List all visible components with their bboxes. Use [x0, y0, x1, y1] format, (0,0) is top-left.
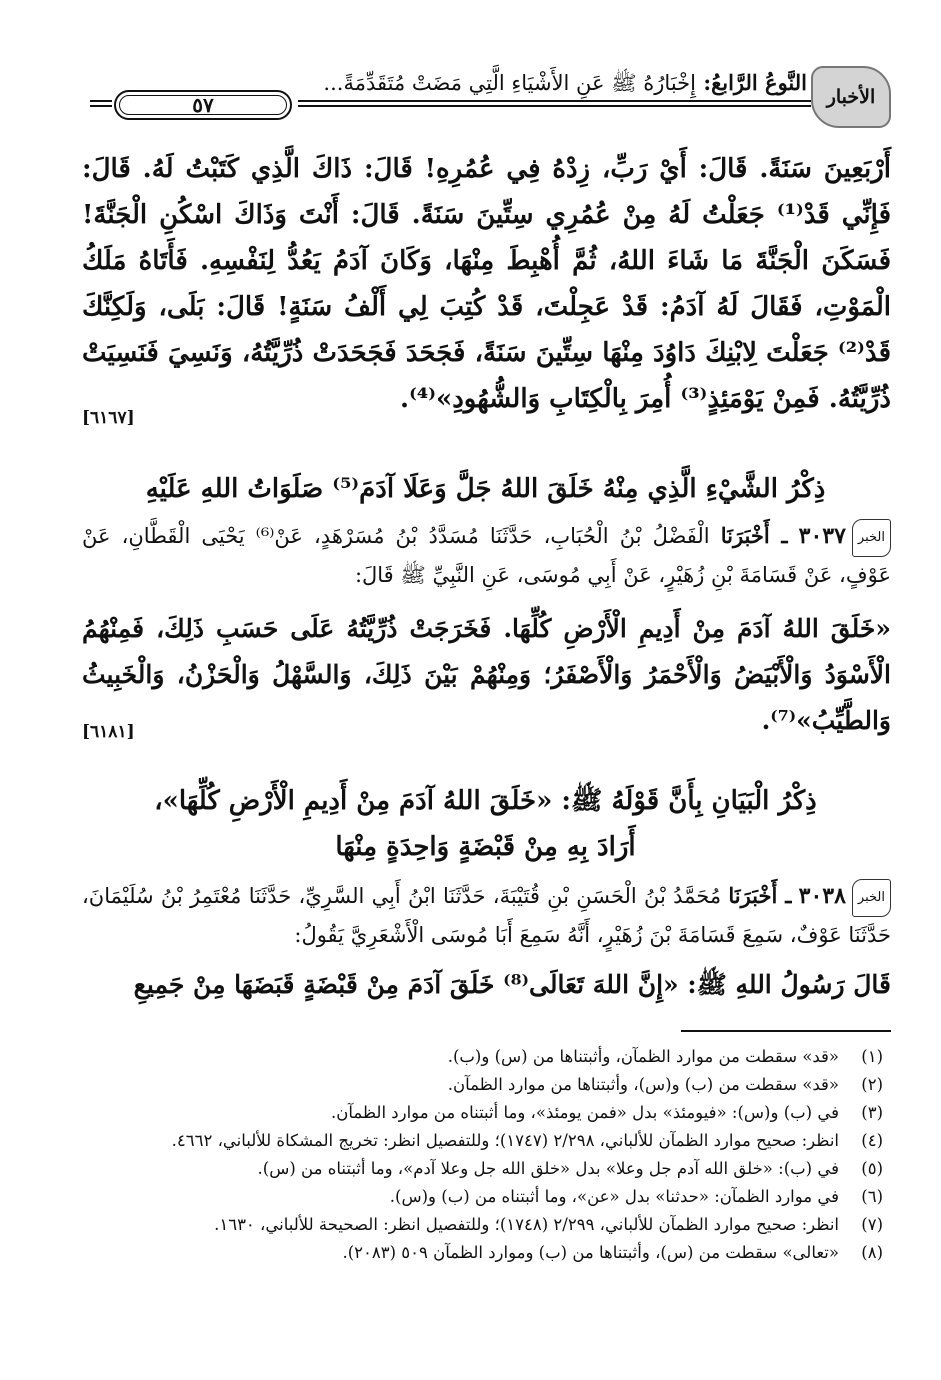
footnote-text: «قد» سقطت من (ب) و(س)، وأثبتناها من موارد الظمآن.: [447, 1075, 839, 1094]
akhbarana-label: ـ أَخْبَرَنَا: [720, 523, 788, 548]
page-number-badge: [114, 90, 292, 120]
hadith-reference-2: [٦١٨١]: [82, 722, 135, 742]
footnote-text: «تعالى» سقطت من (س)، وأثبتناها من (ب) وموارد الظمآن ٥٠٩ (٢٠٨٣).: [342, 1243, 839, 1262]
header-rule: [90, 105, 112, 107]
hadith-reference-1: [٦١٦٧]: [82, 408, 135, 428]
footnote: [82, 1044, 883, 1069]
footnote-text: في موارد الظمآن: «حدثنا» بدل «عن»، وما أثبتناه من (ب) و(س).: [389, 1187, 839, 1206]
footnote: [82, 1240, 883, 1265]
footnote-text: انظر: صحيح موارد الظمآن للألباني، ٢/٢٩٩ (١٧٤٨)؛ وللتفصيل انظر: الصحيحة للألباني، ١٦٣٠.: [214, 1215, 839, 1234]
footnote: [82, 1156, 883, 1181]
hadith-3038-chain: [82, 878, 891, 953]
footnote-text: انظر: صحيح موارد الظمآن للألباني، ٢/٢٩٨ (١٧٤٧)؛ وللتفصيل انظر: تخريج المشكاة للألباني، ٤٦٦٢.: [171, 1131, 839, 1150]
footnote-text: في (ب): «خلق الله آدم جل وعلا» بدل «خلق الله جل وعلا آدم»، وما أثبتناه من (س).: [257, 1159, 839, 1178]
running-title-main: النَّوعُ الرَّابعُ:: [703, 70, 807, 95]
footnote: [82, 1212, 883, 1237]
section-heading-1: ذِكْرُ الشَّيْءِ الَّذِي مِنْهُ خَلَقَ اللهُ جَلَّ وَعَلَا آدَمَ⁽⁵⁾ صَلَوَاتُ اللهِ عَلَيْهِ: [145, 474, 826, 504]
header-rule: [298, 100, 811, 102]
footnote-text: في (ب) و(س): «فيومئذ» بدل «فمن يومئذ»، وما أثبتناه من موارد الظمآن.: [330, 1103, 839, 1122]
section-heading-2-line2: أَرَادَ بِهِ مِنْ قَبْضَةٍ وَاحِدَةٍ مِنْهَا: [335, 832, 636, 862]
footnotes: [82, 1044, 883, 1268]
footnote: [82, 1072, 883, 1097]
paragraph-2: «خَلَقَ اللهُ آدَمَ مِنْ أَدِيمِ الْأَرْضِ كُلِّهَا. فَخَرَجَتْ ذُرِّيَّتُهُ عَلَى حَسَبِ ذَلِكَ، فَمِنْهُمُ الْأَسْوَدُ وَالْأَبْيَضُ وَالْأَحْمَرُ وَالْأَصْفَرُ؛ وَمِنْهُمْ بَيْنَ ذَلِكَ، وَالسَّهْلُ وَالْحَزْنُ، وَالْخَبِيثُ وَالطَّيِّبُ»⁽⁷⁾.: [82, 614, 891, 735]
page-number: ٥٧: [192, 93, 214, 117]
hadith-number: ٣٠٣٨: [798, 883, 846, 909]
header-rule: [90, 100, 112, 102]
section-heading-2-line1: ذِكْرُ الْبَيَانِ بِأَنَّ قَوْلَهُ ﷺ: «خَلَقَ اللهُ آدَمَ مِنْ أَدِيمِ الْأَرْضِ كُلِّهَا»،: [154, 786, 817, 816]
footnote-number: (٣): [861, 1103, 883, 1122]
footnote-number: (٨): [861, 1243, 883, 1262]
section-tag: الأخبار: [826, 86, 876, 108]
isnad-text: الْفَضْلُ بْنُ الْحُبَابِ، حَدَّثَنَا مُسَدَّدُ بْنُ مُسَرْهَدٍ، عَنْ⁽⁶⁾ يَحْيَى الْقَطَّانِ، عَنْ عَوْفٍ، عَنْ قَسَامَةَ بْنِ زُهَيْرٍ، عَنْ أَبِي مُوسَى، عَنِ النَّبِيِّ ﷺ قَالَ:: [82, 524, 891, 587]
section-puzzle-badge: [811, 66, 891, 128]
hadith-number: ٣٠٣٧: [798, 523, 846, 549]
footnote-text: «قد» سقطت من موارد الظمآن، وأثبتناها من (س) و(ب).: [447, 1047, 839, 1066]
footnote-number: (١): [861, 1047, 883, 1066]
isnad-text: مُحَمَّدُ بْنُ الْحَسَنِ بْنِ قُتَيْبَةَ، حَدَّثَنَا ابْنُ أَبِي السَّرِيِّ، حَدَّثَنَا مُعْتَمِرُ بْنُ سُلَيْمَانَ، حَدَّثَنَا عَوْفٌ، سَمِعَ قَسَامَةَ بْنَ زُهَيْرٍ، أَنَّهُ سَمِعَ أَبَا مُوسَى الْأَشْعَرِيَّ يَقُولُ:: [82, 884, 891, 947]
footnote-number: (٥): [861, 1159, 883, 1178]
footnote: [82, 1100, 883, 1125]
footnote-number: (٦): [861, 1187, 883, 1206]
paragraph-1: أَرْبَعِينَ سَنَةً. قَالَ: أَيْ رَبِّ، زِدْهُ فِي عُمُرِهِ! قَالَ: ذَاكَ الَّذِي كَتَبْتُ لَهُ. قَالَ: فَإِنِّي قَدْ⁽¹⁾ جَعَلْتُ لَهُ مِنْ عُمُرِي سِتِّينَ سَنَةً. قَالَ: أَنْتَ وَذَاكَ اسْكُنِ الْجَنَّةَ! فَسَكَنَ الْجَنَّةَ مَا شَاءَ اللهُ، ثُمَّ أُهْبِطَ مِنْهَا، وَكَانَ آدَمُ يَعُدُّ لِنَفْسِهِ. فَأَتَاهُ مَلَكُ الْمَوْتِ، فَقَالَ لَهُ آدَمُ: قَدْ عَجِلْتَ، قَدْ كُتِبَ لِي أَلْفُ سَنَةٍ! قَالَ: بَلَى، وَلَكِنَّكَ قَدْ⁽²⁾ جَعَلْتَ لِابْنِكَ دَاوُدَ مِنْهَا سِتِّينَ سَنَةً، فَجَحَدَ فَجَحَدَتْ ذُرِّيَّتُهُ، وَنَسِيَ فَنَسِيَتْ ذُرِّيَّتُهُ. فَمِنْ يَوْمَئِذٍ⁽³⁾ أُمِرَ بِالْكِتَابِ وَالشُّهُودِ»⁽⁴⁾.: [82, 154, 891, 414]
paragraph-3: قَالَ رَسُولُ اللهِ ﷺ: «إِنَّ اللهَ تَعَالَى⁽⁸⁾ خَلَقَ آدَمَ مِنْ قَبْضَةٍ قَبَضَهَا مِنْ جَمِيعِ: [133, 970, 891, 999]
khabar-icon: الخبر: [852, 519, 891, 557]
akhbarana-label: ـ أَخْبَرَنَا: [728, 883, 792, 908]
footnote-separator: [681, 1030, 891, 1032]
footnote-number: (٢): [861, 1075, 883, 1094]
footnote: [82, 1128, 883, 1153]
hadith-3037-chain: [82, 518, 891, 593]
footnote-number: (٧): [861, 1215, 883, 1234]
footnote-number: (٤): [861, 1131, 883, 1150]
header-rule: [298, 105, 811, 107]
section-heading-2: [70, 778, 901, 870]
footnote: [82, 1184, 883, 1209]
running-title-sub: إِخْبَارُهُ ﷺ عَنِ الأَشْيَاءِ الَّتِي مَضَتْ مُتَقَدِّمَةً...: [323, 71, 696, 95]
page-header: [90, 62, 891, 130]
khabar-icon: الخبر: [852, 879, 891, 917]
